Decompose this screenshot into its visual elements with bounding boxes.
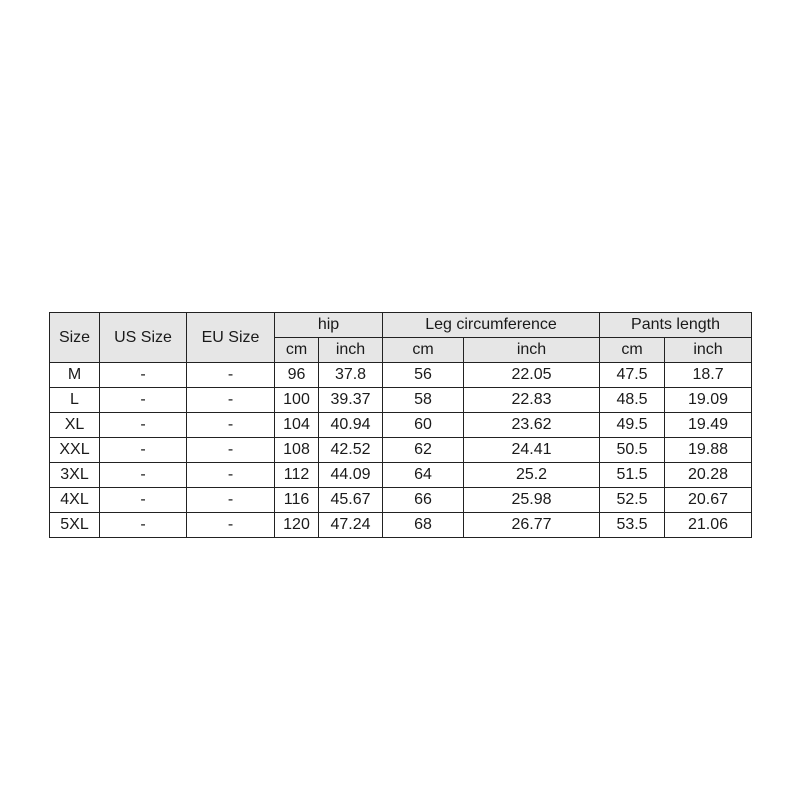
cell-us-size: -	[100, 363, 187, 388]
header-pants-cm: cm	[600, 338, 665, 363]
cell-hip-cm: 104	[275, 413, 319, 438]
cell-leg-inch: 23.62	[464, 413, 600, 438]
cell-pants-inch: 20.67	[665, 488, 752, 513]
cell-leg-cm: 62	[383, 438, 464, 463]
header-leg-circumference: Leg circumference	[383, 313, 600, 338]
cell-pants-cm: 50.5	[600, 438, 665, 463]
header-hip-inch: inch	[319, 338, 383, 363]
cell-hip-cm: 96	[275, 363, 319, 388]
cell-leg-cm: 56	[383, 363, 464, 388]
cell-leg-inch: 25.98	[464, 488, 600, 513]
cell-us-size: -	[100, 413, 187, 438]
cell-size: M	[50, 363, 100, 388]
cell-size: 5XL	[50, 513, 100, 538]
cell-hip-inch: 47.24	[319, 513, 383, 538]
cell-pants-cm: 48.5	[600, 388, 665, 413]
cell-hip-inch: 42.52	[319, 438, 383, 463]
cell-us-size: -	[100, 438, 187, 463]
cell-size: 4XL	[50, 488, 100, 513]
cell-leg-cm: 68	[383, 513, 464, 538]
cell-us-size: -	[100, 388, 187, 413]
header-eu-size: EU Size	[187, 313, 275, 363]
table-row	[50, 488, 752, 513]
cell-leg-inch: 26.77	[464, 513, 600, 538]
size-chart-table	[49, 312, 752, 538]
cell-pants-cm: 52.5	[600, 488, 665, 513]
cell-leg-cm: 60	[383, 413, 464, 438]
table-row	[50, 513, 752, 538]
cell-hip-inch: 39.37	[319, 388, 383, 413]
cell-hip-cm: 116	[275, 488, 319, 513]
cell-size: L	[50, 388, 100, 413]
table-row	[50, 413, 752, 438]
header-us-size: US Size	[100, 313, 187, 363]
header-hip-cm: cm	[275, 338, 319, 363]
cell-us-size: -	[100, 463, 187, 488]
cell-hip-inch: 37.8	[319, 363, 383, 388]
header-hip: hip	[275, 313, 383, 338]
cell-pants-inch: 21.06	[665, 513, 752, 538]
cell-hip-cm: 100	[275, 388, 319, 413]
table-row	[50, 388, 752, 413]
cell-us-size: -	[100, 513, 187, 538]
cell-leg-inch: 22.83	[464, 388, 600, 413]
cell-leg-cm: 64	[383, 463, 464, 488]
cell-size: XL	[50, 413, 100, 438]
cell-pants-inch: 20.28	[665, 463, 752, 488]
header-pants-length: Pants length	[600, 313, 752, 338]
cell-hip-inch: 44.09	[319, 463, 383, 488]
header-pants-inch: inch	[665, 338, 752, 363]
cell-hip-inch: 40.94	[319, 413, 383, 438]
cell-leg-cm: 58	[383, 388, 464, 413]
cell-pants-cm: 51.5	[600, 463, 665, 488]
cell-size: XXL	[50, 438, 100, 463]
cell-leg-inch: 25.2	[464, 463, 600, 488]
cell-leg-cm: 66	[383, 488, 464, 513]
cell-pants-inch: 19.09	[665, 388, 752, 413]
cell-leg-inch: 24.41	[464, 438, 600, 463]
cell-pants-cm: 49.5	[600, 413, 665, 438]
table-row	[50, 438, 752, 463]
cell-pants-inch: 19.88	[665, 438, 752, 463]
header-size: Size	[50, 313, 100, 363]
cell-eu-size: -	[187, 513, 275, 538]
header-row-top	[50, 313, 752, 338]
cell-hip-inch: 45.67	[319, 488, 383, 513]
cell-size: 3XL	[50, 463, 100, 488]
cell-eu-size: -	[187, 388, 275, 413]
table-row	[50, 363, 752, 388]
table-header	[50, 313, 752, 363]
cell-eu-size: -	[187, 463, 275, 488]
cell-eu-size: -	[187, 488, 275, 513]
cell-pants-inch: 19.49	[665, 413, 752, 438]
header-leg-cm: cm	[383, 338, 464, 363]
cell-us-size: -	[100, 488, 187, 513]
table-row	[50, 463, 752, 488]
cell-pants-inch: 18.7	[665, 363, 752, 388]
cell-eu-size: -	[187, 438, 275, 463]
cell-eu-size: -	[187, 363, 275, 388]
cell-hip-cm: 120	[275, 513, 319, 538]
cell-pants-cm: 47.5	[600, 363, 665, 388]
cell-leg-inch: 22.05	[464, 363, 600, 388]
header-leg-inch: inch	[464, 338, 600, 363]
table-body	[50, 363, 752, 538]
cell-eu-size: -	[187, 413, 275, 438]
cell-hip-cm: 108	[275, 438, 319, 463]
cell-hip-cm: 112	[275, 463, 319, 488]
cell-pants-cm: 53.5	[600, 513, 665, 538]
